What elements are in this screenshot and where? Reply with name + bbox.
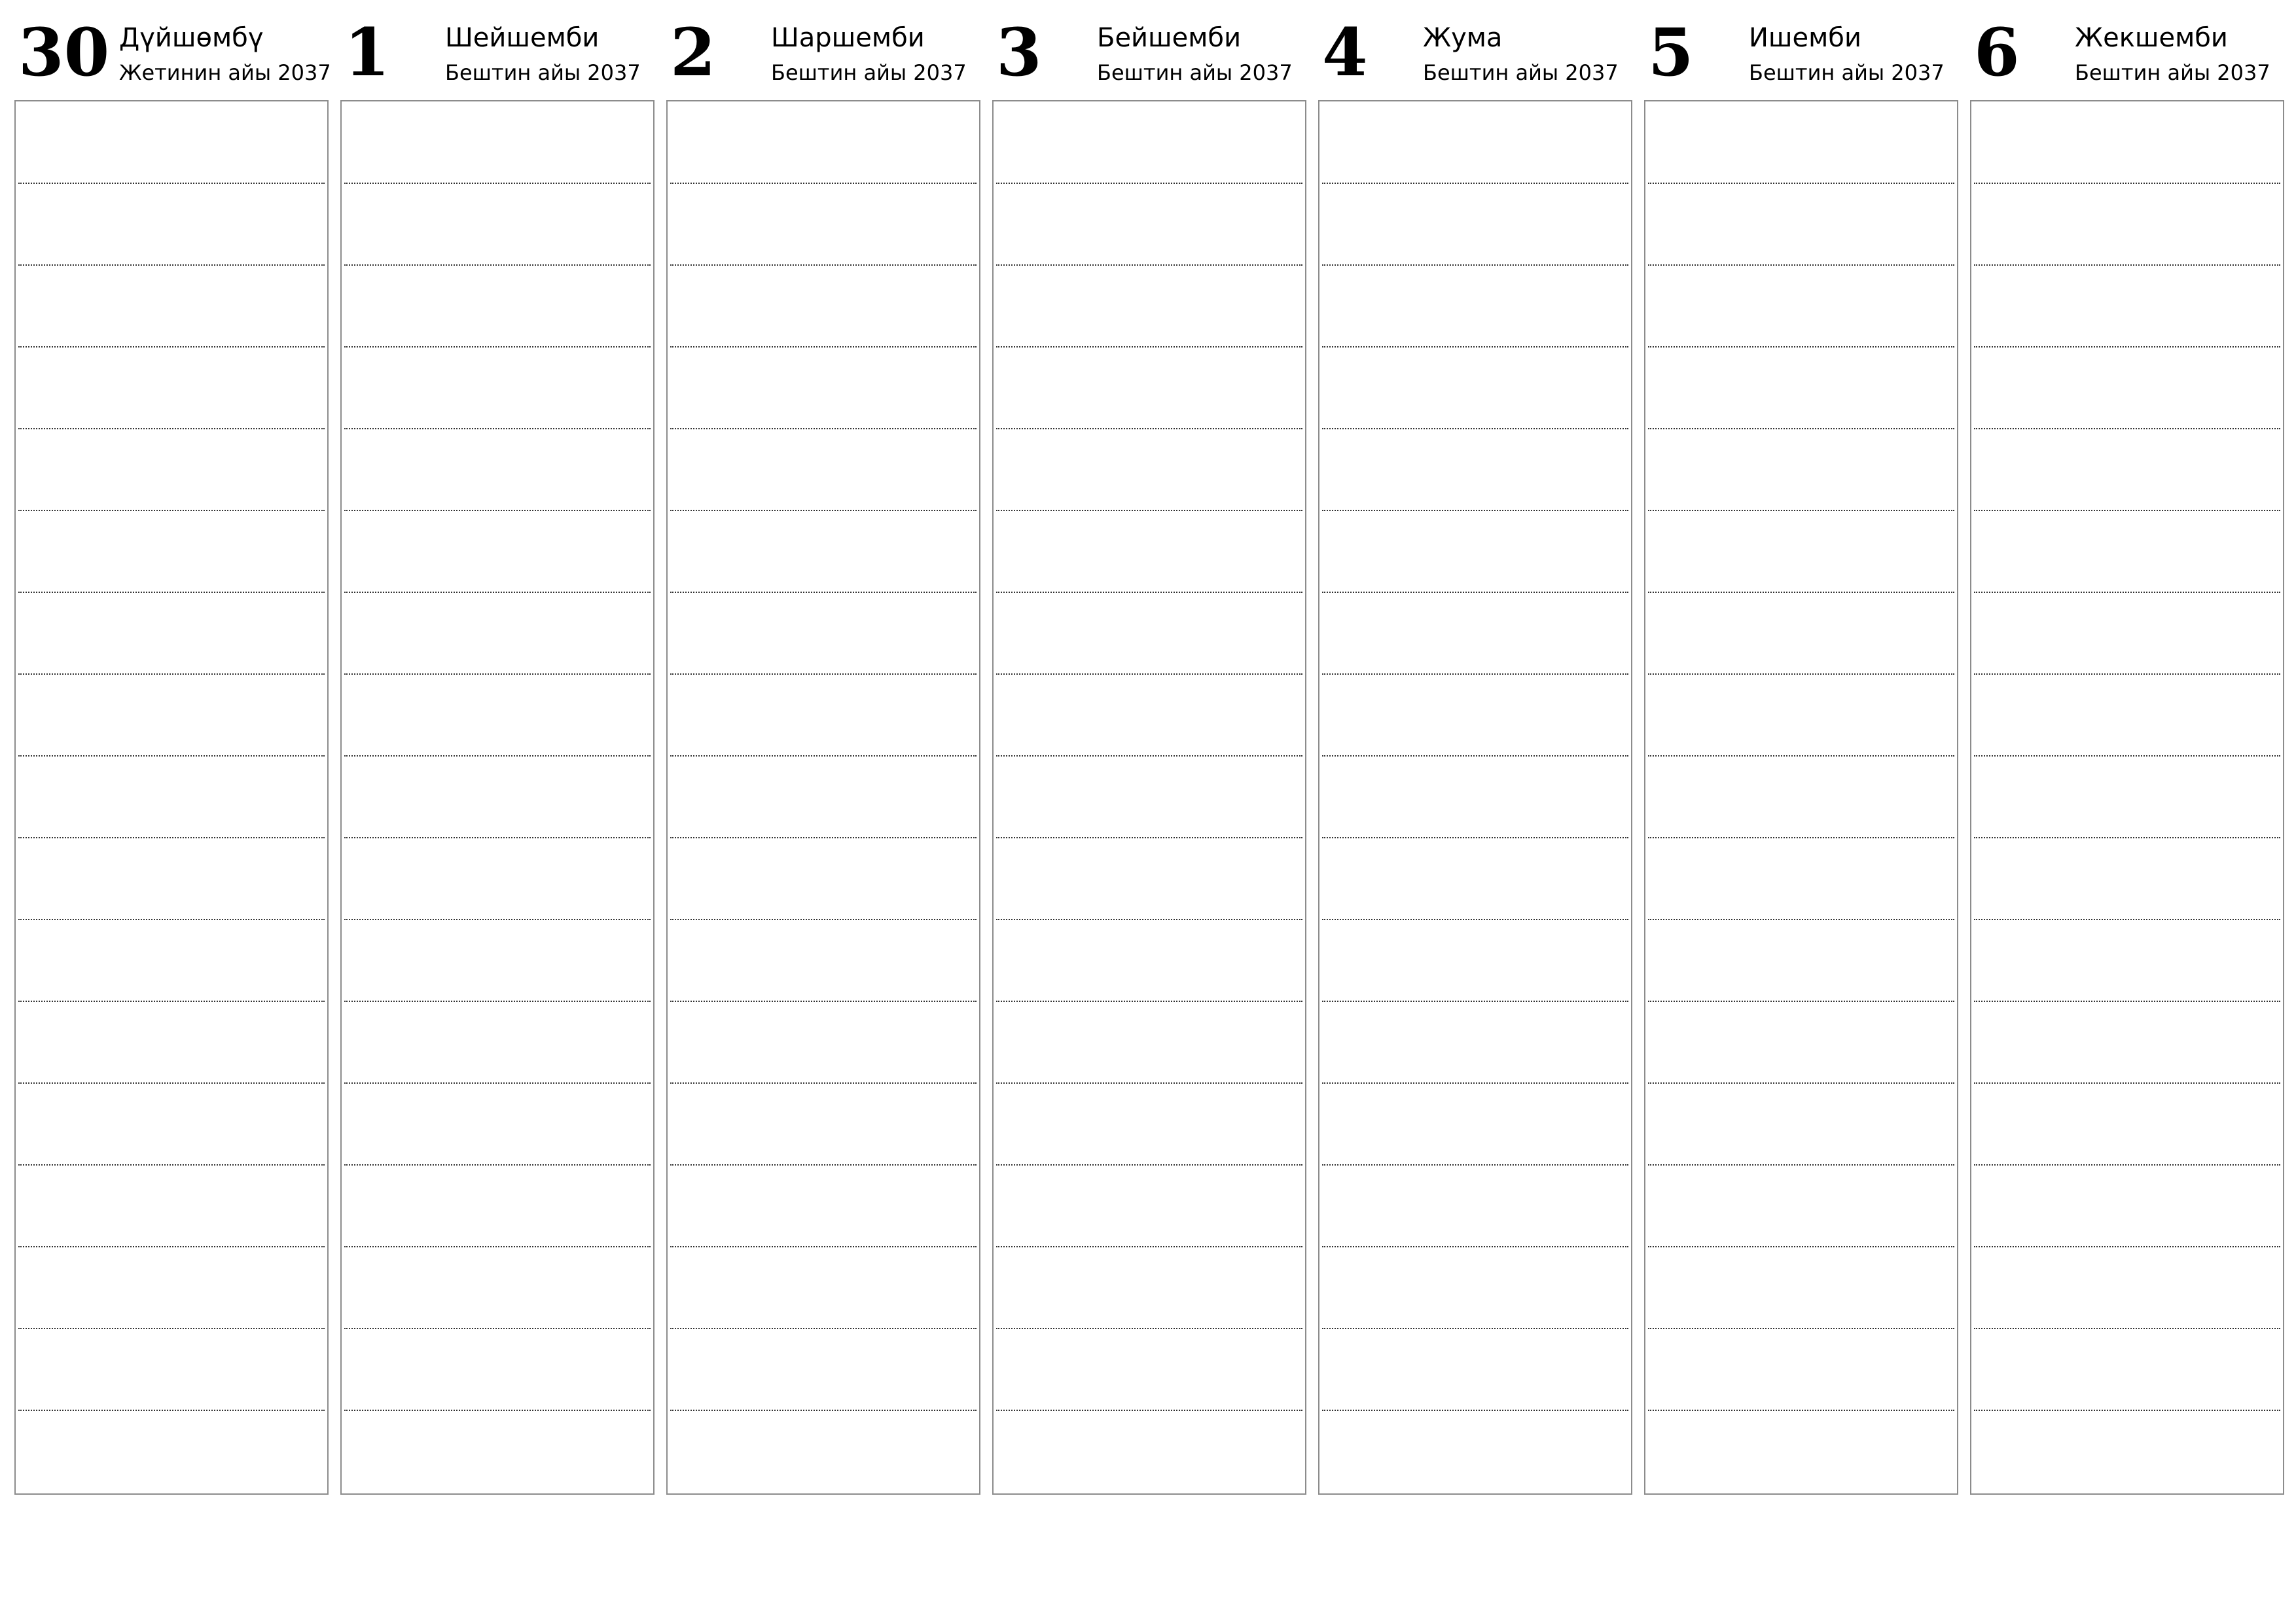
- writing-line: [1648, 1410, 1954, 1411]
- day-number: 1: [344, 14, 390, 91]
- writing-line: [670, 1328, 977, 1329]
- writing-line: [670, 673, 977, 675]
- day-header: [1318, 13, 1632, 100]
- writing-line: [670, 1082, 977, 1084]
- writing-line: [1322, 1164, 1628, 1166]
- writing-line: [996, 755, 1302, 757]
- writing-line: [996, 183, 1302, 184]
- writing-line: [1974, 1164, 2280, 1166]
- writing-line: [344, 919, 651, 920]
- writing-line: [18, 510, 325, 511]
- day-month: Бештин айы 2037: [1749, 60, 1945, 85]
- day-header: [14, 13, 329, 100]
- writing-line: [1974, 1410, 2280, 1411]
- writing-line: [18, 1082, 325, 1084]
- writing-line: [1648, 346, 1954, 348]
- day-name: Шаршемби: [771, 23, 925, 53]
- writing-line: [1648, 1082, 1954, 1084]
- writing-line: [996, 1328, 1302, 1329]
- writing-line: [670, 755, 977, 757]
- writing-line: [996, 428, 1302, 429]
- writing-line: [1974, 183, 2280, 184]
- writing-line: [670, 183, 977, 184]
- day-notes-box[interactable]: [1970, 100, 2284, 1495]
- day-header: [1970, 13, 2284, 100]
- writing-line: [1974, 428, 2280, 429]
- day-name: Шейшемби: [445, 23, 600, 53]
- day-header: [992, 13, 1306, 100]
- writing-line: [1648, 1164, 1954, 1166]
- writing-line: [670, 919, 977, 920]
- writing-line: [344, 510, 651, 511]
- writing-line: [18, 755, 325, 757]
- writing-line: [1322, 1328, 1628, 1329]
- day-column-thursday: [992, 13, 1306, 1495]
- writing-line: [344, 1410, 651, 1411]
- writing-line: [670, 592, 977, 593]
- writing-line: [18, 1328, 325, 1329]
- writing-line: [1974, 346, 2280, 348]
- writing-line: [1648, 428, 1954, 429]
- day-month: Бештин айы 2037: [1423, 60, 1619, 85]
- writing-line: [1322, 428, 1628, 429]
- day-column-sunday: [1970, 13, 2284, 1495]
- day-number: 3: [996, 14, 1042, 91]
- writing-line: [1974, 1082, 2280, 1084]
- writing-line: [1974, 1246, 2280, 1247]
- writing-line: [1974, 264, 2280, 266]
- writing-line: [996, 673, 1302, 675]
- writing-line: [344, 1082, 651, 1084]
- writing-line: [18, 183, 325, 184]
- writing-line: [670, 428, 977, 429]
- writing-line: [1322, 673, 1628, 675]
- writing-line: [1648, 592, 1954, 593]
- day-number: 5: [1648, 14, 1694, 91]
- writing-line: [18, 673, 325, 675]
- writing-line: [1322, 264, 1628, 266]
- writing-line: [996, 510, 1302, 511]
- writing-line: [670, 510, 977, 511]
- writing-line: [18, 919, 325, 920]
- writing-line: [670, 264, 977, 266]
- writing-line: [1322, 837, 1628, 838]
- writing-line: [1648, 183, 1954, 184]
- day-notes-box[interactable]: [1644, 100, 1958, 1495]
- writing-line: [670, 1246, 977, 1247]
- writing-line: [1648, 1246, 1954, 1247]
- writing-line: [996, 1410, 1302, 1411]
- day-column-friday: [1318, 13, 1632, 1495]
- day-column-wednesday: [666, 13, 980, 1495]
- writing-line: [344, 592, 651, 593]
- day-number: 6: [1974, 14, 2020, 91]
- writing-line: [1974, 1328, 2280, 1329]
- writing-line: [1322, 755, 1628, 757]
- writing-line: [996, 1246, 1302, 1247]
- writing-line: [996, 1164, 1302, 1166]
- day-number: 30: [18, 14, 110, 91]
- writing-line: [344, 755, 651, 757]
- writing-line: [670, 1164, 977, 1166]
- writing-line: [996, 346, 1302, 348]
- writing-line: [1648, 1001, 1954, 1002]
- day-column-monday: [14, 13, 329, 1495]
- writing-line: [344, 264, 651, 266]
- day-name: Бейшемби: [1097, 23, 1242, 53]
- writing-line: [344, 1246, 651, 1247]
- writing-line: [996, 264, 1302, 266]
- writing-line: [344, 837, 651, 838]
- day-month: Бештин айы 2037: [2075, 60, 2270, 85]
- writing-line: [344, 183, 651, 184]
- weekly-planner: [14, 13, 2283, 1495]
- writing-line: [1322, 1410, 1628, 1411]
- day-name: Жекшемби: [2075, 23, 2228, 53]
- writing-line: [1322, 346, 1628, 348]
- day-name: Дүйшөмбү: [119, 23, 264, 53]
- day-name: Жума: [1423, 23, 1503, 53]
- writing-line: [18, 1001, 325, 1002]
- writing-line: [18, 837, 325, 838]
- writing-line: [1974, 510, 2280, 511]
- day-column-saturday: [1644, 13, 1958, 1495]
- writing-line: [344, 1164, 651, 1166]
- writing-line: [996, 1001, 1302, 1002]
- writing-line: [18, 1410, 325, 1411]
- writing-line: [996, 1082, 1302, 1084]
- writing-line: [18, 1164, 325, 1166]
- writing-line: [18, 346, 325, 348]
- day-notes-box[interactable]: [666, 100, 980, 1495]
- day-notes-box[interactable]: [992, 100, 1306, 1495]
- writing-line: [996, 919, 1302, 920]
- writing-line: [18, 264, 325, 266]
- writing-line: [344, 1328, 651, 1329]
- writing-line: [1322, 1246, 1628, 1247]
- day-month: Бештин айы 2037: [1097, 60, 1293, 85]
- day-notes-box[interactable]: [1318, 100, 1632, 1495]
- day-month: Жетинин айы 2037: [119, 60, 331, 85]
- writing-line: [1648, 1328, 1954, 1329]
- writing-line: [996, 592, 1302, 593]
- day-month: Бештин айы 2037: [771, 60, 967, 85]
- writing-line: [18, 428, 325, 429]
- writing-line: [1974, 837, 2280, 838]
- writing-line: [1974, 1001, 2280, 1002]
- writing-line: [1648, 673, 1954, 675]
- day-name: Ишемби: [1749, 23, 1861, 53]
- writing-line: [1322, 510, 1628, 511]
- writing-line: [670, 1410, 977, 1411]
- writing-line: [1648, 755, 1954, 757]
- writing-line: [1974, 673, 2280, 675]
- writing-line: [344, 428, 651, 429]
- writing-line: [1648, 919, 1954, 920]
- day-notes-box[interactable]: [14, 100, 329, 1495]
- day-header: [340, 13, 655, 100]
- writing-line: [670, 346, 977, 348]
- writing-line: [18, 1246, 325, 1247]
- writing-line: [344, 1001, 651, 1002]
- writing-line: [1322, 1082, 1628, 1084]
- day-number: 2: [670, 14, 716, 91]
- day-header: [666, 13, 980, 100]
- writing-line: [1974, 755, 2280, 757]
- writing-line: [1322, 183, 1628, 184]
- writing-line: [1974, 592, 2280, 593]
- writing-line: [996, 837, 1302, 838]
- day-column-tuesday: [340, 13, 655, 1495]
- writing-line: [18, 592, 325, 593]
- writing-line: [1322, 919, 1628, 920]
- writing-line: [344, 346, 651, 348]
- writing-line: [1648, 264, 1954, 266]
- day-notes-box[interactable]: [340, 100, 655, 1495]
- writing-line: [1648, 510, 1954, 511]
- writing-line: [1322, 592, 1628, 593]
- writing-line: [344, 673, 651, 675]
- writing-line: [1322, 1001, 1628, 1002]
- day-header: [1644, 13, 1958, 100]
- day-month: Бештин айы 2037: [445, 60, 641, 85]
- writing-line: [1648, 837, 1954, 838]
- day-number: 4: [1322, 14, 1368, 91]
- writing-line: [1974, 919, 2280, 920]
- writing-line: [670, 1001, 977, 1002]
- writing-line: [670, 837, 977, 838]
